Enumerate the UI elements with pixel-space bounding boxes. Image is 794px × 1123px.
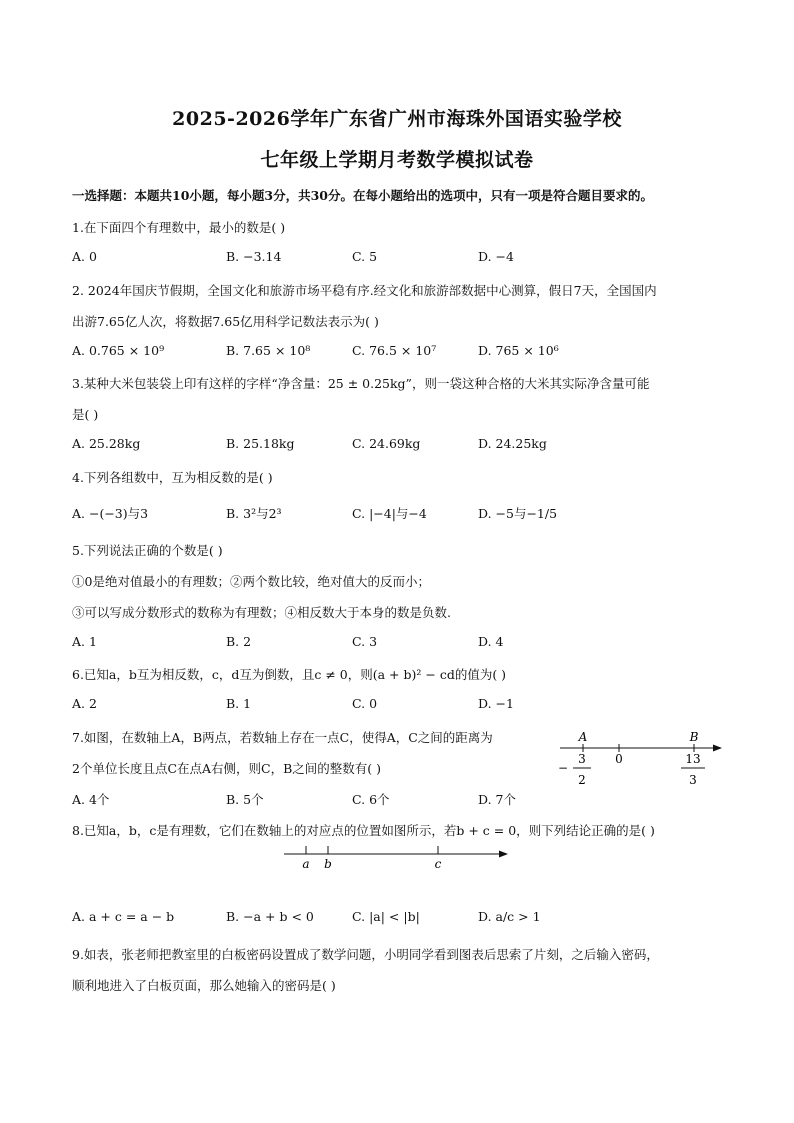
b-value-denominator: 3 (689, 773, 697, 787)
option-b: B. −a + b < 0 (226, 909, 314, 924)
question-9-stem-line2: 顺利地进入了白板页面，那么她输入的密码是( ) (72, 978, 336, 993)
point-a-label: a (302, 857, 310, 871)
question-2-stem-line1: 2. 2024年国庆节假期，全国文化和旅游市场平稳有序.经文化和旅游部数据中心测算，假日7天，全国国内 (72, 283, 657, 298)
question-4-options (72, 504, 732, 522)
option-d: D. 24.25kg (478, 436, 547, 451)
option-b: B. 3²与2³ (226, 506, 282, 521)
question-5-options (72, 634, 732, 652)
option-a: A. 1 (72, 634, 97, 649)
option-b: B. 7.65 × 10⁸ (226, 343, 311, 358)
option-d: D. a/c > 1 (478, 909, 541, 924)
option-d: D. −1 (478, 696, 514, 711)
question-7-stem-line1: 7.如图，在数轴上A，B两点，若数轴上存在一点C，使得A，C之间的距离为 (72, 730, 493, 745)
question-4-stem: 4.下列各组数中，互为相反数的是( ) (72, 470, 273, 485)
option-a: A. a + c = a − b (72, 909, 175, 924)
option-a: A. 0.765 × 10⁹ (72, 343, 165, 358)
option-a: A. 4个 (72, 792, 110, 807)
option-d: D. 7个 (478, 792, 516, 807)
option-c: C. 5 (352, 249, 378, 264)
a-value-denominator: 2 (578, 773, 586, 787)
option-a: A. 2 (72, 696, 97, 711)
question-8-number-line-figure (278, 842, 516, 872)
option-c: C. |a| < |b| (352, 909, 420, 924)
option-c: C. 24.69kg (352, 436, 421, 451)
question-2-options (72, 343, 732, 361)
point-c-label: c (434, 857, 442, 871)
question-1-stem: 1.在下面四个有理数中，最小的数是( ) (72, 220, 286, 235)
option-b: B. 25.18kg (226, 436, 295, 451)
exam-title-line1: 2025-2026学年广东省广州市海珠外国语实验学校 (172, 108, 622, 130)
question-3-options (72, 436, 732, 454)
a-value-numerator: 3 (578, 752, 586, 766)
option-b: B. 1 (226, 696, 252, 711)
point-b-label: b (324, 857, 332, 871)
question-9-stem-line1: 9.如表，张老师把教室里的白板密码设置成了数学问题，小明同学看到图表后思索了片刻，之后输入密码， (72, 947, 659, 962)
number-line-arrow (713, 745, 722, 752)
option-b: B. −3.14 (226, 249, 282, 264)
option-c: C. |−4|与−4 (352, 506, 427, 521)
question-7-options (72, 790, 732, 808)
number-line-arrow (499, 851, 508, 858)
option-b: B. 2 (226, 634, 252, 649)
question-3-stem-line1: 3.某种大米包装袋上印有这样的字样“净含量：25 ± 0.25kg”，则一袋这种合格的大米其实际净含量可能 (72, 376, 650, 391)
question-3-stem-line2: 是( ) (72, 407, 99, 422)
option-a: A. 25.28kg (72, 436, 141, 451)
option-c: C. 76.5 × 10⁷ (352, 343, 437, 358)
question-8-stem: 8.已知a，b，c是有理数，它们在数轴上的对应点的位置如图所示，若b + c = 0，则下列结论正确的是( ) (72, 823, 655, 838)
question-8-options (72, 909, 732, 927)
question-1-options (72, 249, 732, 267)
b-value-numerator: 13 (685, 752, 701, 766)
question-2-stem-line2: 出游7.65亿人次，将数据7.65亿用科学记数法表示为( ) (72, 314, 379, 329)
question-6-stem: 6.已知a，b互为相反数，c，d互为倒数，且c ≠ 0，则(a + b)² − cd的值为( ) (72, 667, 507, 682)
a-value-sign: − (557, 761, 569, 775)
question-7-number-line-figure (552, 726, 728, 792)
option-b: B. 5个 (226, 792, 264, 807)
question-5-stem: 5.下列说法正确的个数是( ) (72, 543, 223, 558)
exam-title-line2: 七年级上学期月考数学模拟试卷 (260, 149, 534, 171)
option-d: D. 4 (478, 634, 504, 649)
point-a-label: A (578, 730, 588, 744)
option-c: C. 0 (352, 696, 378, 711)
option-c: C. 6个 (352, 792, 390, 807)
question-5-statement-line2: ③可以写成分数形式的数称为有理数；④相反数大于本身的数是负数. (72, 605, 451, 620)
tick-zero-label: 0 (615, 752, 623, 766)
option-d: D. −4 (478, 249, 514, 264)
option-d: D. −5与−1/5 (478, 506, 558, 521)
section-intro: 一选择题：本题共10小题，每小题3分，共30分。在每小题给出的选项中，只有一项是符合题目要求的。 (72, 188, 653, 203)
option-d: D. 765 × 10⁶ (478, 343, 559, 358)
question-6-options (72, 696, 732, 714)
option-c: C. 3 (352, 634, 378, 649)
question-7-stem-line2: 2个单位长度且点C在点A右侧，则C，B之间的整数有( ) (72, 761, 382, 776)
question-5-statement-line1: ①0是绝对值最小的有理数；②两个数比较，绝对值大的反而小； (72, 574, 430, 589)
option-a: A. 0 (72, 249, 97, 264)
option-a: A. −(−3)与3 (72, 506, 149, 521)
point-b-label: B (689, 730, 699, 744)
